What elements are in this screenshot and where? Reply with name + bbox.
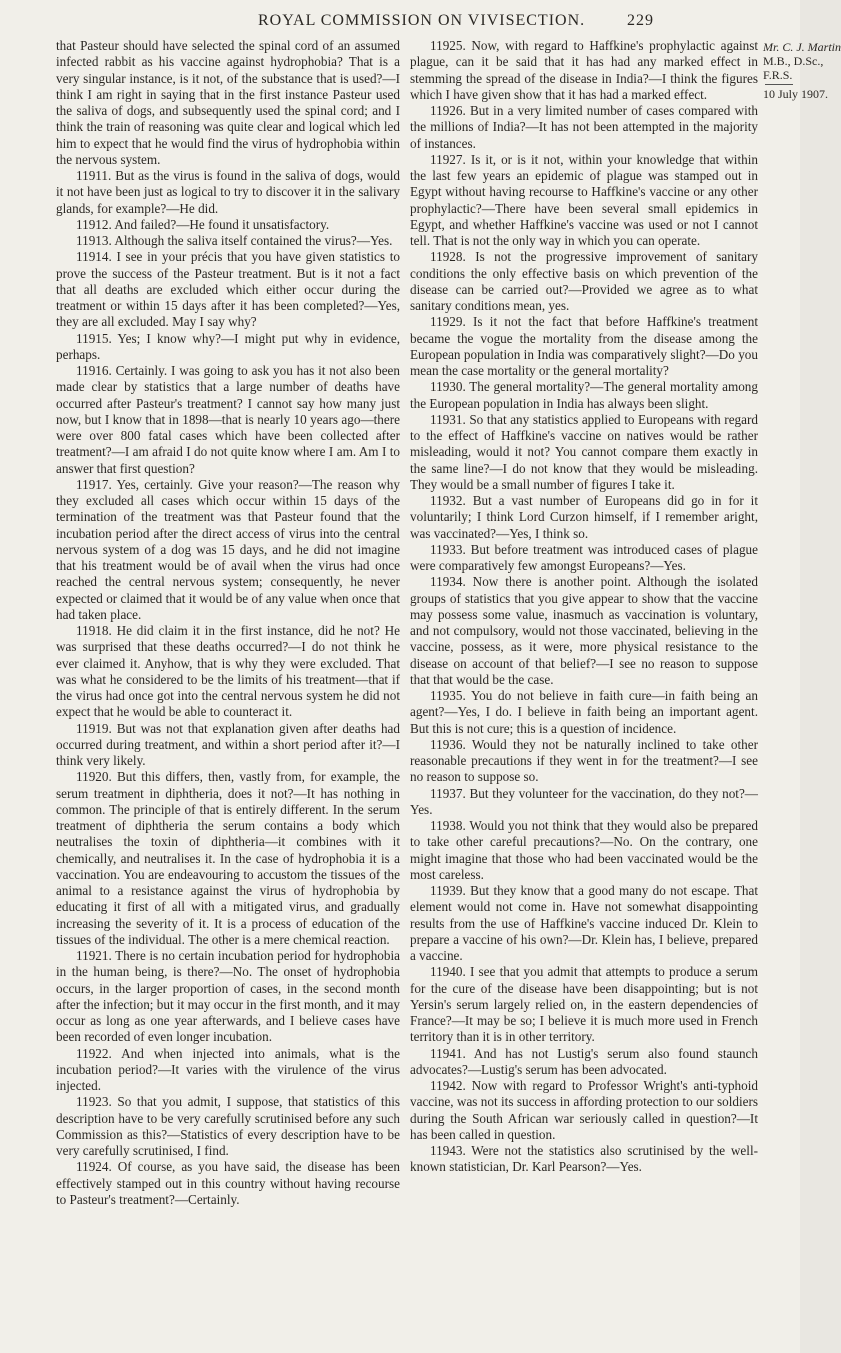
- question-paragraph: 11936. Would they not be naturally inclined to take other reasonable precautions if they went in for the treatment?—I see no reason to suppose so.: [410, 736, 758, 785]
- page-header: [0, 6, 800, 36]
- question-paragraph: 11938. Would you not think that they would also be prepared to take other careful precautions?—No. On the contrary, one might imagine that those who had been vaccinated would be the most careless.: [410, 818, 758, 882]
- question-paragraph: 11919. But was not that explanation given after deaths had occurred during treatment, and within a short period after it?—I think very likely.: [56, 720, 400, 768]
- question-paragraph: 11940. I see that you admit that attempts to produce a serum for the cure of the disease have been disappointing; but is not Yersin's serum largely relied on, in the eastern dependencies of France?—It may be so; I believe it is much more used in French territory than it is in other territory.: [410, 964, 758, 1045]
- question-paragraph: 11921. There is no certain incubation period for hydrophobia in the human being, is there?—No. The onset of hydrophobia occurs, in the larger proportion of cases, in the second month after the infection; but it may occur in the first month, and it may occur as long as one year afterwards, and I believe cases have been recorded of even longer incubation.: [56, 948, 400, 1045]
- question-paragraph: 11932. But a vast number of Europeans did go in for it voluntarily; I think Lord Curzon himself, if I remember aright, was vaccinated?—Yes, I think so.: [410, 493, 758, 541]
- question-paragraph: 11937. But they volunteer for the vaccination, do they not?—Yes.: [410, 785, 758, 817]
- question-paragraph: 11913. Although the saliva itself contained the virus?—Yes.: [76, 233, 393, 248]
- question-paragraph: 11918. He did claim it in the first instance, did he not? He was surprised that these deaths occurred?—I do not think he ever claimed it. Anyhow, that is why they were excluded. That was what he considered to be the limits of his treatment—that if the virus had once got into the central nervous system he did not expect that he would be able to counteract it.: [56, 623, 400, 720]
- question-paragraph: 11920. But this differs, then, vastly from, for example, the serum treatment in diphtheria, does it not?—It has nothing in common. The principle of that is entirely different. In the serum treatment of diphtheria the serum contains a body which neutralises the toxin of diphtheria—it combines with it chemically, and neutralises it. In the case of hydrophobia it is a vaccination. You are endeavouring to accustom the tissues of the animal to a resistance against the virus of hydrophobia by educating it first of all with a mitigated virus, and gradually increasing the severity of it. It is a process of education of the tissues of the individual. The other is a mere chemical reaction.: [56, 769, 400, 947]
- question-paragraph: 11924. Of course, as you have said, the disease has been effectively stamped out in this country without having recourse to Pasteur's treatment?—Certainly.: [56, 1159, 400, 1207]
- question-paragraph: 11941. And has not Lustig's serum also found staunch advocates?—Lustig's serum has been advocated.: [410, 1045, 758, 1077]
- question-paragraph: that Pasteur should have selected the spinal cord of an assumed infected rabbit as his vaccine against hydrophobia? That is a very singular instance, is it not, of the substance that is used?—I think I am right in saying that in the first instance Pasteur used the saliva of dogs, and subsequently used the spinal cord; and I think the train of reasoning was quite clear and logical which led him to expect that he would find the virus of hydrophobia within the nervous system.: [56, 38, 400, 167]
- question-paragraph: 11933. But before treatment was introduced cases of plague were comparatively few amongst Europeans?—Yes.: [410, 541, 758, 573]
- question-paragraph: 11931. So that any statistics applied to Europeans with regard to the effect of Haffkine's vaccine on natives would be rather misleading, would it not? You cannot compare them exactly in the same line?—I do not know that they would be misleading. They would be a small number of figures I take it.: [410, 411, 758, 492]
- question-paragraph: 11915. Yes; I know why?—I might put why in evidence, perhaps.: [56, 330, 400, 362]
- question-paragraph: 11942. Now with regard to Professor Wright's anti-typhoid vaccine, was not its success in affording protection to our soldiers during the South African war seriously called in question?—It has been called in question.: [410, 1078, 758, 1142]
- question-paragraph: 11929. Is it not the fact that before Haffkine's treatment became the vogue the mortality from the disease among the European population in India was comparatively slight?—Do you mean the case mortality or the general mortality?: [410, 314, 758, 378]
- witness-margin-note: [763, 40, 841, 101]
- question-paragraph: 11922. And when injected into animals, what is the incubation period?—It varies with the virulence of the virus injected.: [56, 1045, 400, 1093]
- left-column: [56, 38, 400, 1208]
- margin-rule: [765, 84, 793, 85]
- question-paragraph: 11917. Yes, certainly. Give your reason?—The reason why they excluded all cases which occur within 15 days of the termination of the treatment was that Pasteur found that the incubation period after the direct access of virus into the central nervous system of a dog was 15 days, and he did not imagine that his treatment would be of avail when the virus had once reached the central nervous system; consequently, he never expected or claimed that it would be of any value when once that had taken place.: [56, 476, 400, 622]
- question-paragraph: 11935. You do not believe in faith cure—in faith being an agent?—Yes, I do. I believe in faith being an important agent. But this is not cure; this is a question of incidence.: [410, 688, 758, 736]
- question-paragraph: 11925. Now, with regard to Haffkine's prophylactic against plague, can it be said that it has had any marked effect in stemming the spread of the disease in India?—I think the figures which I have given show that it has had a marked effect.: [410, 38, 758, 102]
- question-paragraph: 11943. Were not the statistics also scrutinised by the well-known statistician, Dr. Karl Pearson?—Yes.: [410, 1143, 758, 1175]
- witness-name: Mr. C. J. Martin: [763, 40, 841, 54]
- question-paragraph: 11934. Now there is another point. Although the isolated groups of statistics that you give appear to show that the vaccine may possess some value, inasmuch as vaccination is voluntary, and not compulsory, would not those vaccinated, believing in the vaccine, possess, as it were, more physical resistance to the disease on account of that belief?—I see no reason to suppose that that would be the case.: [410, 574, 758, 687]
- page-number: 229: [627, 12, 654, 29]
- question-paragraph: 11911. But as the virus is found in the saliva of dogs, would it not have been just as logical to try to discover it in the salivary glands, for example?—He did.: [56, 168, 400, 216]
- question-paragraph: 11912. And failed?—He found it unsatisfactory.: [76, 216, 330, 232]
- witness-fellowship: F.R.S.: [763, 68, 793, 82]
- witness-degrees: M.B., D.Sc.,: [763, 54, 824, 68]
- question-paragraph: 11923. So that you admit, I suppose, that statistics of this description have to be very carefully scrutinised before any such Commission as this?—Statistics of every description have to be very carefully scrutinised, I find.: [56, 1094, 400, 1158]
- question-paragraph: 11926. But in a very limited number of cases compared with the millions of India?—It has not been attempted in the majority of instances.: [410, 103, 758, 151]
- question-paragraph: 11930. The general mortality?—The general mortality among the European population in India has always been slight.: [410, 379, 758, 411]
- question-paragraph: 11927. Is it, or is it not, within your knowledge that within the last few years an epidemic of plague was stamped out in Egypt without having recourse to Haffkine's vaccine or any other prophylactic?—There have been several small epidemics in Egypt, and whether Haffkine's vaccine was used or not I cannot tell. That is not the only way in which you can operate.: [410, 151, 758, 248]
- evidence-date: 10 July 1907.: [763, 87, 829, 101]
- question-paragraph: 11939. But they know that a good many do not escape. That element would not come in. Have not somewhat disappointing results from the use of Haffkine's vaccine induced Dr. Klein to prepare a vaccine of his own?—Dr. Klein has, I believe, prepared a vaccine.: [410, 883, 758, 963]
- right-column: [410, 38, 758, 1176]
- question-paragraph: 11928. Is not the progressive improvement of sanitary conditions the only effective basis on which prevention of the disease can be carried out?—Provided we agree as to what sanitary conditions mean, yes.: [410, 249, 758, 313]
- running-title: ROYAL COMMISSION ON VIVISECTION.: [258, 12, 586, 29]
- question-paragraph: 11914. I see in your précis that you have given statistics to prove the success of the Pasteur treatment. But is it not a fact that all deaths are excluded which either occur during the treatment or within 15 days after it has been completed?—Yes, they are all excluded. May I say why?: [56, 249, 400, 330]
- question-paragraph: 11916. Certainly. I was going to ask you has it not also been made clear by statistics that a large number of deaths have occurred after Pasteur's treatment? I cannot say how many just now, but I know that in 1898—that is nearly 10 years ago—there were over 800 fatal cases which have been collected after treatment?—I am afraid I do not quite know where I am. Am I to answer that first question?: [56, 363, 400, 476]
